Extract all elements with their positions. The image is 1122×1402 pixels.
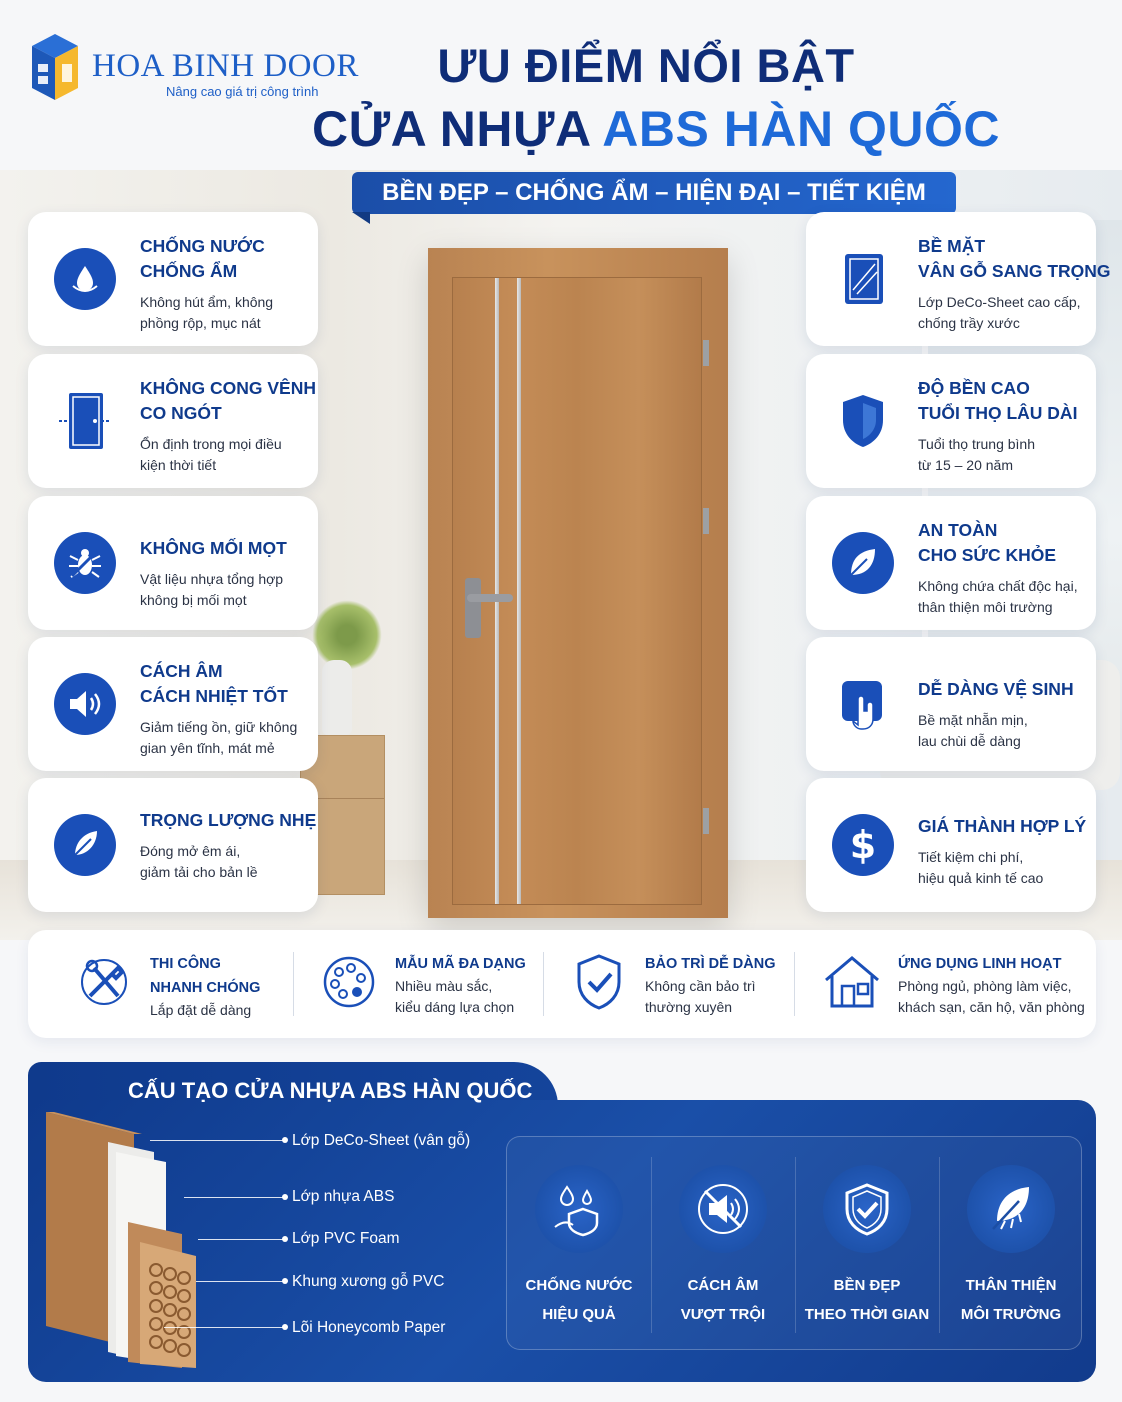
check-shield-icon — [567, 950, 631, 1014]
structure-title: CẤU TẠO CỬA NHỰA ABS HÀN QUỐC — [128, 1078, 533, 1103]
feature-card-easy-clean — [806, 637, 1096, 771]
house-icon — [820, 950, 884, 1014]
layer-label: Lớp DeCo-Sheet (vân gỗ) — [292, 1132, 471, 1149]
secondary-feature-maintenance — [553, 930, 803, 1038]
secondary-feature-title: THI CÔNG — [150, 956, 221, 972]
benefits-box — [506, 1136, 1082, 1350]
feature-title: VÂN GỖ SANG TRỌNG — [918, 261, 1111, 281]
leader-line — [196, 1281, 284, 1282]
secondary-feature-title: NHANH CHÓNG — [150, 980, 261, 996]
ribbon-tail — [352, 212, 370, 224]
divider — [543, 952, 544, 1016]
secondary-feature-desc: Lắp đặt dễ dàng — [150, 1002, 252, 1018]
secondary-feature-designs — [303, 930, 553, 1038]
feature-desc: Tiết kiệm chi phí, hiệu quả kinh tế cao — [918, 849, 1044, 886]
secondary-feature-install — [58, 930, 298, 1038]
tools-icon — [72, 950, 136, 1014]
benefit-sound — [651, 1137, 795, 1351]
secondary-feature-desc: thường xuyên — [645, 999, 733, 1015]
feature-card-waterproof — [28, 212, 318, 346]
title-part1: CỬA NHỰA — [312, 101, 590, 157]
feature-card-price — [806, 778, 1096, 912]
dollar-icon: $ — [832, 814, 894, 876]
feature-title: AN TOÀN — [918, 520, 998, 540]
feature-desc: Ổn định trong mọi điều kiện thời tiết — [140, 436, 282, 473]
feature-desc: Đóng mở êm ái, giảm tải cho bản lề — [140, 843, 258, 880]
leader-dot — [282, 1278, 288, 1284]
leader-line — [150, 1140, 284, 1141]
mute-icon — [679, 1165, 767, 1253]
slogan-ribbon: BỀN ĐẸP – CHỐNG ẨM – HIỆN ĐẠI – TIẾT KIỆM — [352, 172, 956, 214]
feature-title: CHỐNG NƯỚC — [140, 236, 265, 256]
secondary-feature-title: ỨNG DỤNG LINH HOẠT — [898, 956, 1062, 972]
layer-label: Lớp PVC Foam — [292, 1230, 400, 1247]
wood-panel-icon — [832, 248, 894, 310]
feature-title: KHÔNG MỐI MỌT — [140, 538, 287, 558]
secondary-feature-applications — [806, 930, 1094, 1038]
door-hinge — [703, 340, 709, 366]
title-part2-accent: ABS HÀN QUỐC — [602, 101, 1000, 157]
door-hinge — [703, 508, 709, 534]
speaker-icon — [54, 673, 116, 735]
door-hinge — [703, 808, 709, 834]
benefit-title: CHỐNG NƯỚC HIỆU QUẢ — [525, 1277, 633, 1323]
layer-label: Lõi Honeycomb Paper — [292, 1319, 446, 1336]
plant-decoration — [312, 600, 382, 670]
secondary-feature-desc: khách sạn, căn hộ, văn phòng — [898, 999, 1085, 1015]
feature-title: CHO SỨC KHỎE — [918, 545, 1057, 565]
benefit-title: THÂN THIỆN MÔI TRƯỜNG — [960, 1277, 1062, 1323]
feature-title: CÁCH NHIỆT TỐT — [140, 686, 288, 706]
feature-card-termite — [28, 496, 318, 630]
feature-title: KHÔNG CONG VÊNH — [140, 378, 316, 398]
layer-label: Khung xương gỗ PVC — [292, 1273, 445, 1290]
feature-title: CÁCH ÂM — [140, 661, 223, 681]
leader-dot — [282, 1324, 288, 1330]
palette-icon — [317, 950, 381, 1014]
feature-card-durability — [806, 354, 1096, 488]
brand-name: HOA BINH DOOR — [92, 48, 359, 84]
door-leaf — [452, 277, 702, 905]
feature-title: CO NGÓT — [140, 403, 222, 423]
water-drop-icon — [54, 248, 116, 310]
feature-card-health-safe — [806, 496, 1096, 630]
water-shield-icon — [535, 1165, 623, 1253]
divider — [794, 952, 795, 1016]
feature-title: TUỔI THỌ LÂU DÀI — [918, 403, 1078, 423]
feature-card-no-warp — [28, 354, 318, 488]
leader-dot — [282, 1236, 288, 1242]
door-frame-icon — [54, 390, 116, 452]
feature-desc: Tuổi thọ trung bình từ 15 – 20 năm — [918, 436, 1036, 473]
door-strip — [517, 278, 521, 904]
feature-title: DỄ DÀNG VỆ SINH — [918, 679, 1074, 699]
benefit-title: BỀN ĐẸP THEO THỜI GIAN — [804, 1277, 930, 1323]
leader-line — [164, 1327, 284, 1328]
feature-title: ĐỘ BỀN CAO — [918, 378, 1030, 398]
benefit-waterproof — [507, 1137, 651, 1351]
secondary-features-row — [28, 930, 1096, 1038]
leader-dot — [282, 1137, 288, 1143]
shield-icon — [832, 390, 894, 452]
benefit-eco — [939, 1137, 1083, 1351]
feature-title: BỀ MẶT — [918, 236, 986, 256]
feature-card-insulation — [28, 637, 318, 771]
leader-dot — [282, 1194, 288, 1200]
leader-line — [198, 1239, 284, 1240]
divider — [293, 952, 294, 1016]
secondary-feature-title: BẢO TRÌ DỄ DÀNG — [645, 956, 776, 972]
feature-desc: Không chứa chất độc hại, thân thiện môi trường — [918, 578, 1078, 615]
feature-card-lightweight — [28, 778, 318, 912]
leaf-icon — [832, 532, 894, 594]
secondary-feature-desc: kiểu dáng lựa chọn — [395, 999, 515, 1015]
door-strip — [495, 278, 499, 904]
door-lever — [467, 594, 513, 602]
feature-desc: Vật liệu nhựa tổng hợp không bị mối mọt — [140, 571, 284, 608]
feature-desc: Giảm tiếng ồn, giữ không gian yên tĩnh, mát mẻ — [140, 719, 298, 756]
shield-check-icon — [823, 1165, 911, 1253]
eco-leaf-icon — [967, 1165, 1055, 1253]
page-title-line1: ƯU ĐIỂM NỔI BẬT — [437, 39, 855, 92]
bug-icon — [54, 532, 116, 594]
feature-title: CHỐNG ẨM — [140, 261, 238, 281]
brand-tagline: Nâng cao giá trị công trình — [166, 84, 319, 99]
feature-card-wood-surface — [806, 212, 1111, 346]
feature-title: GIÁ THÀNH HỢP LÝ — [918, 816, 1087, 836]
feature-desc: Không hút ẩm, không phồng rộp, mục nát — [140, 294, 274, 331]
secondary-feature-title: MẪU MÃ ĐA DẠNG — [395, 956, 526, 972]
feature-desc: Bề mặt nhẵn mịn, lau chùi dễ dàng — [918, 712, 1028, 749]
door-layers-illustration — [44, 1112, 204, 1368]
feather-icon — [54, 814, 116, 876]
benefit-durable — [795, 1137, 939, 1351]
page-title-line2 — [0, 100, 1122, 158]
secondary-feature-desc: Không cần bảo trì — [645, 978, 756, 994]
feature-title: TRỌNG LƯỢNG NHẸ — [140, 810, 317, 830]
secondary-feature-desc: Phòng ngủ, phòng làm việc, — [898, 978, 1072, 994]
vase-decoration — [322, 660, 352, 735]
leader-line — [184, 1197, 284, 1198]
layer-label: Lớp nhựa ABS — [292, 1188, 395, 1205]
benefit-title: CÁCH ÂM VƯỢT TRỘI — [680, 1277, 766, 1323]
secondary-feature-desc: Nhiều màu sắc, — [395, 978, 493, 994]
feature-desc: Lớp DeCo-Sheet cao cấp, chống trầy xước — [918, 294, 1081, 331]
door-handle — [465, 578, 481, 638]
hand-wipe-icon — [832, 673, 894, 735]
